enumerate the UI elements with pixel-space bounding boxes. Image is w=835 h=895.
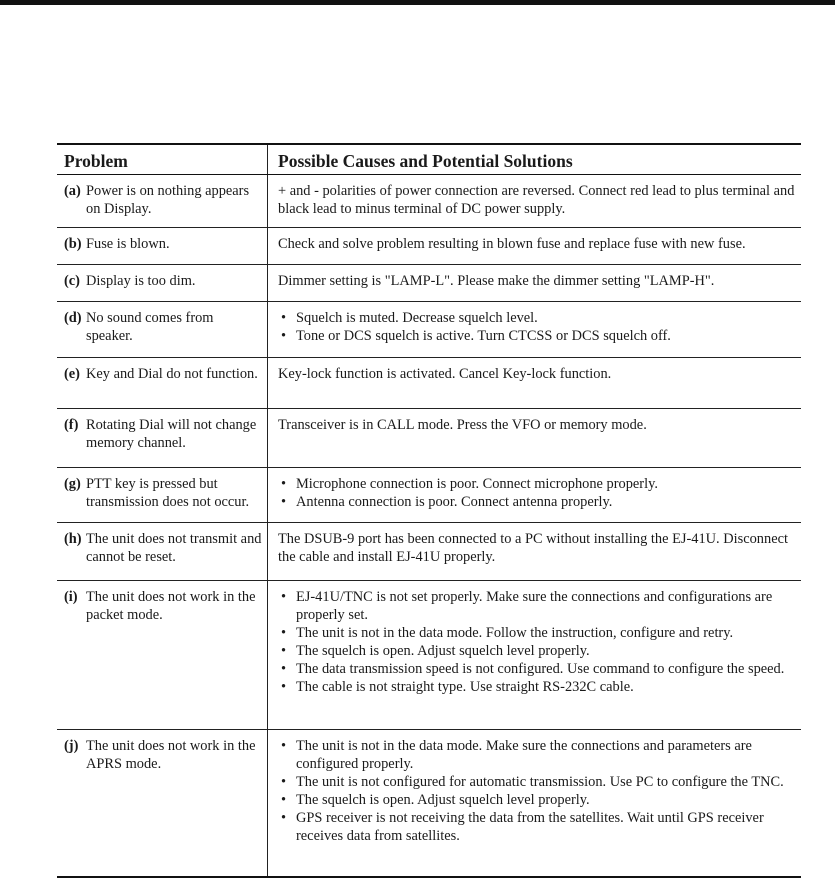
problem-text: Key and Dial do not function. bbox=[86, 366, 258, 382]
list-item: • The unit is not in the data mode. Follow the instruction, configure and retry. bbox=[278, 624, 797, 642]
problem-cell bbox=[57, 468, 268, 522]
table-row bbox=[57, 357, 801, 408]
problem-cell bbox=[57, 523, 268, 580]
problem-text: Fuse is blown. bbox=[86, 236, 170, 252]
table-row bbox=[57, 522, 801, 580]
table-row bbox=[57, 729, 801, 876]
problem-label: (f) bbox=[64, 417, 79, 433]
solution-cell: Transceiver is in CALL mode. Press the VFO or memory mode. bbox=[278, 417, 647, 433]
problem-label: (i) bbox=[64, 589, 78, 605]
solution-cell: The DSUB-9 port has been connected to a PC without installing the EJ-41U. Disconnect the cable and install EJ-41U properly. bbox=[278, 531, 788, 565]
problem-text: The unit does not work in the packet mode. bbox=[86, 589, 256, 623]
problem-cell bbox=[57, 265, 268, 301]
problem-cell bbox=[57, 409, 268, 467]
problem-text: The unit does not transmit and cannot be reset. bbox=[86, 531, 262, 565]
solution-cell: Key-lock function is activated. Cancel Key-lock function. bbox=[278, 366, 612, 382]
solution-cell bbox=[268, 581, 801, 729]
list-item: • The squelch is open. Adjust squelch level properly. bbox=[278, 642, 797, 660]
table-row bbox=[57, 301, 801, 357]
problem-label: (a) bbox=[64, 183, 81, 199]
list-item: • Antenna connection is poor. Connect antenna properly. bbox=[278, 493, 797, 511]
problem-label: (c) bbox=[64, 273, 80, 289]
problem-cell bbox=[57, 175, 268, 227]
solution-cell: Check and solve problem resulting in blown fuse and replace fuse with new fuse. bbox=[278, 236, 746, 252]
solution-cell bbox=[268, 302, 801, 357]
problem-cell bbox=[57, 302, 268, 357]
list-item: • The unit is not configured for automatic transmission. Use PC to configure the TNC. bbox=[278, 773, 797, 791]
problem-label: (b) bbox=[64, 236, 82, 252]
problem-text: No sound comes from speaker. bbox=[86, 310, 214, 344]
list-item: • EJ-41U/TNC is not set properly. Make sure the connections and configurations are properly set. bbox=[278, 588, 797, 624]
list-item: • The cable is not straight type. Use straight RS-232C cable. bbox=[278, 678, 797, 696]
problem-label: (e) bbox=[64, 366, 80, 382]
problem-label: (j) bbox=[64, 738, 79, 754]
table-row bbox=[57, 264, 801, 301]
solution-list bbox=[278, 309, 797, 345]
solution-cell: + and - polarities of power connection are reversed. Connect red lead to plus terminal and black lead to minus terminal of DC power supply. bbox=[278, 183, 795, 217]
problem-text: The unit does not work in the APRS mode. bbox=[86, 738, 256, 772]
problem-text: Power is on nothing appears on Display. bbox=[86, 183, 250, 217]
table-row bbox=[57, 467, 801, 522]
problem-cell bbox=[57, 358, 268, 408]
problem-cell bbox=[57, 581, 268, 729]
problem-cell bbox=[57, 228, 268, 264]
problem-label: (g) bbox=[64, 476, 81, 492]
list-item: • Squelch is muted. Decrease squelch level. bbox=[278, 309, 797, 327]
problem-cell bbox=[57, 730, 268, 876]
solution-list bbox=[278, 737, 797, 845]
list-item: • GPS receiver is not receiving the data from the satellites. Wait until GPS receiver receives data from satellites. bbox=[278, 809, 797, 845]
problem-label: (d) bbox=[64, 310, 82, 326]
list-item: • Microphone connection is poor. Connect microphone properly. bbox=[278, 475, 797, 493]
solution-cell bbox=[268, 468, 801, 522]
list-item: • The data transmission speed is not configured. Use command to configure the speed. bbox=[278, 660, 797, 678]
list-item: • The unit is not in the data mode. Make sure the connections and parameters are configured properly. bbox=[278, 737, 797, 773]
problem-text: PTT key is pressed but transmission does not occur. bbox=[86, 476, 250, 510]
problem-text: Rotating Dial will not change memory channel. bbox=[86, 417, 257, 451]
table-row bbox=[57, 175, 801, 227]
list-item: • Tone or DCS squelch is active. Turn CTCSS or DCS squelch off. bbox=[278, 327, 797, 345]
table-header bbox=[57, 145, 801, 175]
problem-text: Display is too dim. bbox=[86, 273, 196, 289]
troubleshooting-table bbox=[57, 143, 801, 878]
table-row bbox=[57, 580, 801, 729]
solution-list bbox=[278, 475, 797, 511]
table-row bbox=[57, 408, 801, 467]
problem-label: (h) bbox=[64, 531, 82, 547]
list-item: • The squelch is open. Adjust squelch level properly. bbox=[278, 791, 797, 809]
table-row bbox=[57, 227, 801, 264]
solution-cell bbox=[268, 730, 801, 876]
top-rule bbox=[0, 0, 835, 5]
header-solution: Possible Causes and Potential Solutions bbox=[278, 151, 573, 171]
solution-list bbox=[278, 588, 797, 696]
solution-cell: Dimmer setting is "LAMP-L". Please make the dimmer setting "LAMP-H". bbox=[278, 273, 715, 289]
header-problem: Problem bbox=[57, 145, 268, 174]
